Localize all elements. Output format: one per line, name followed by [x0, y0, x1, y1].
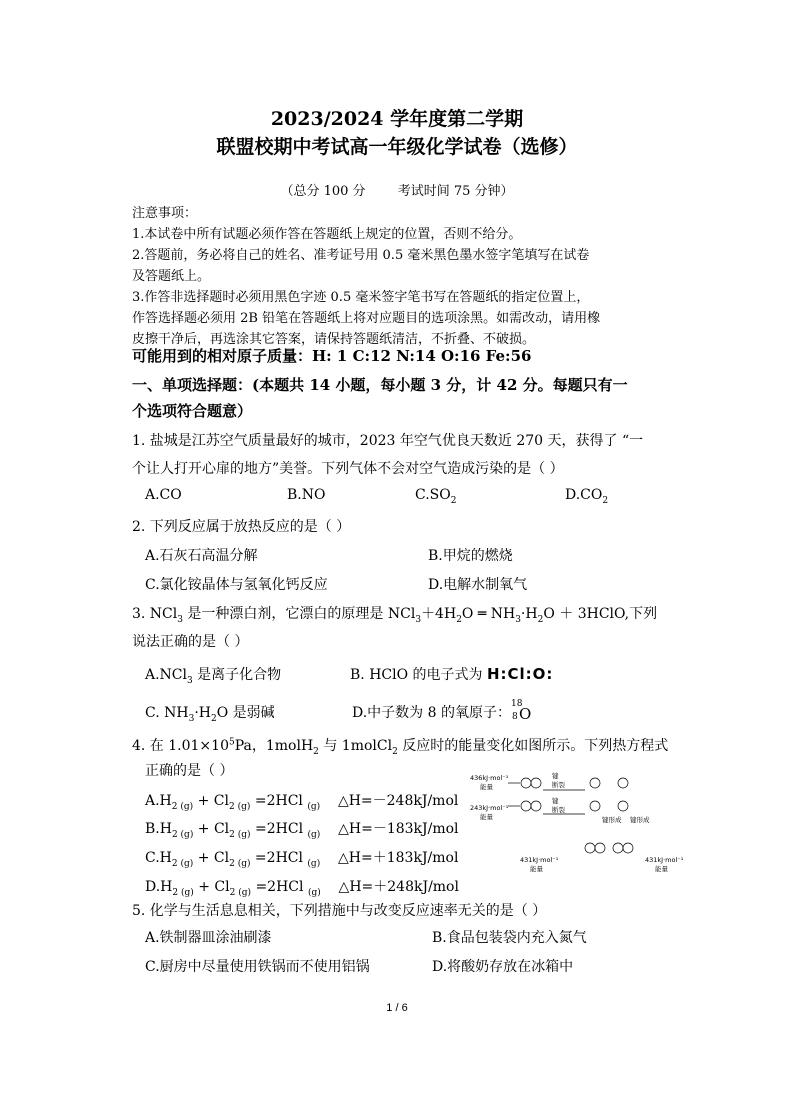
diagram-cl-free-2 [618, 801, 628, 811]
q3-a-t1: A.NCl [145, 667, 187, 683]
q4-stem-1 [132, 735, 668, 757]
diagram-hcl-1b [595, 843, 605, 853]
q4-a-dh: △H=－248kJ/mol [337, 793, 459, 809]
nuclide-symbol: O [518, 705, 532, 723]
q4-c-cl: + Cl [193, 850, 230, 866]
q4-c-hcl: =2HCl [250, 850, 308, 866]
q4-d-dh: △H=＋248kJ/mol [338, 879, 459, 895]
diagram-e4-label: 能量 [655, 865, 668, 873]
q4-s2: 2 [392, 746, 398, 757]
q4-d-hcl: =2HCl [251, 879, 308, 895]
q1-stem-1: 1. 盐城是江苏空气质量最好的城市，2023 年空气优良天数近 270 天，获得了 “一 [132, 433, 644, 449]
diagram-h-free-1 [590, 778, 600, 788]
q4-option-b: $B.H_{2 (g)} + Cl_{2 (g)} =2HCl$ $_{(g)}$ △H=－183kJ/mol [145, 821, 459, 840]
q3-t5: ·H [520, 606, 538, 622]
q4-option-a: $A.H_{2 (g)} + Cl_{2 (g)} =2HCl$ $_{(g)}$ △H=－248kJ/mol [145, 793, 459, 812]
q1-option-d [565, 487, 608, 506]
q4-d-cl: + Cl [193, 879, 230, 895]
q3-option-c [145, 702, 275, 724]
q3-t3: ＋4H [421, 606, 457, 622]
q4-c-dh: △H=＋183kJ/mol [338, 850, 459, 866]
q3-c-s1: 3 [188, 713, 195, 724]
q3-option-a [145, 664, 281, 686]
q1-option-c [415, 487, 456, 506]
energy-change-diagram [470, 770, 700, 880]
q4-c-g2: (g) [237, 858, 251, 869]
q3-c-t3: O 是弱碱 [216, 705, 275, 721]
q4-a-g1: (g) [180, 801, 194, 812]
nuclide-mass: 18 [510, 699, 523, 709]
q1-option-d-text: D.CO [565, 487, 603, 503]
q3-c-t2: ·H [194, 705, 211, 721]
diagram-e3: 431kJ·mol⁻¹ [520, 856, 559, 864]
notice-2a: 2.答题前，务必将自己的姓名、准考证号用 0.5 毫米黑色墨水签字笔填写在试卷 [132, 248, 590, 263]
notice-heading: 注意事项： [132, 206, 198, 221]
diagram-hcl-2b [623, 843, 633, 853]
notice-1: 1.本试卷中所有试题必须作答在答题纸上规定的位置，否则不给分。 [132, 227, 522, 242]
q4-b-h: B.H [145, 821, 172, 837]
q4-stem-2: 正确的是（ ） [145, 763, 234, 779]
q4-d-g3: (g) [307, 887, 321, 898]
q4-a-hcl: =2HCl [250, 793, 308, 809]
q4-t3: 与 1molCl [318, 738, 393, 754]
q4-b-g3: (g) [307, 829, 321, 840]
section1-heading-2: 个选项符合题意） [132, 402, 253, 420]
q4-option-d: $D.H_{2 (g)} + Cl_{2 (g)} =2HCl$ $_{(g)}$ △H=＋248kJ/mol [145, 879, 459, 898]
q3-t6: O ＋ 3HClO,下列 [543, 606, 658, 622]
diagram-hcl-1a [585, 843, 595, 853]
exam-score-time [0, 180, 794, 199]
q2-option-d: D.电解水制氧气 [428, 577, 528, 593]
q3-option-b [350, 664, 553, 684]
diagram-cl-atom-2 [531, 801, 541, 811]
diagram-e1-label: 能量 [480, 783, 493, 791]
page-number: 1 / 6 [386, 1002, 408, 1014]
diagram-cl-free-1 [590, 801, 600, 811]
notice-2b: 及答题纸上。 [132, 269, 211, 284]
diagram-break-2: 断裂 [552, 781, 565, 789]
q4-c-g1: (g) [180, 858, 194, 869]
diagram-e2-label: 能量 [480, 813, 493, 821]
q3-d-text: D.中子数为 8 的氧原子： [352, 705, 511, 721]
notice-block [132, 203, 672, 350]
diagram-form-2: 键形成 [630, 816, 650, 824]
q3-a-t2: 是离子化合物 [192, 667, 282, 683]
q1-option-c-text: C.SO [415, 487, 451, 503]
q4-sup: 5 [228, 737, 235, 748]
q3-s5: 2 [537, 614, 544, 625]
q3-s3: 2 [456, 614, 462, 625]
q2-option-a: A.石灰石高温分解 [145, 548, 258, 564]
q4-t4: 反应时的能量变化如图所示。下列热方程式 [397, 738, 669, 754]
q4-b-dh: △H=－183kJ/mol [338, 821, 459, 837]
diagram-h-atom-1 [521, 778, 531, 788]
diagram-break-4: 断裂 [552, 806, 565, 814]
q3-a-sub: 3 [187, 675, 193, 686]
hclo-lewis-structure: H:Cl:O: [486, 665, 554, 683]
q4-c-h: C.H [145, 850, 172, 866]
q5-stem: 5. 化学与生活息息相关，下列措施中与改变反应速率无关的是（ ） [132, 903, 547, 919]
exam-title-main: 联盟校期中考试高一年级化学试卷（选修） [216, 136, 578, 158]
diagram-e2: 243kJ·mol⁻¹ [470, 804, 509, 812]
q5-option-c: C.厨房中尽量使用铁锅而不使用铝锅 [145, 959, 370, 975]
q4-d-h: D.H [145, 879, 173, 895]
q5-option-d: D.将酸奶存放在冰箱中 [432, 959, 574, 975]
q4-b-g1: (g) [180, 829, 194, 840]
exam-time: 考试时间 75 分钟） [397, 184, 514, 199]
nuclide-z: 8 [511, 712, 518, 722]
q4-b-g2: (g) [237, 829, 251, 840]
q1-option-d-sub: 2 [602, 495, 609, 506]
diagram-form-1: 键形成 [602, 816, 622, 824]
q2-option-b: B.甲烷的燃烧 [428, 548, 513, 564]
q2-stem: 2. 下列反应属于放热反应的是（ ） [132, 519, 351, 535]
q3-stem-2: 说法正确的是（ ） [132, 634, 249, 650]
q4-d-g2: (g) [238, 887, 251, 898]
diagram-e4: 431kJ·mol⁻¹ [645, 856, 684, 864]
q4-t2: Pa，1molH [234, 738, 314, 754]
q3-t2: 是一种漂白剂，它漂白的原理是 NCl [182, 606, 416, 622]
diagram-h-atom-2 [531, 778, 541, 788]
q4-t1: 4. 在 1.01×10 [132, 738, 229, 754]
q4-d-g1: (g) [180, 887, 194, 898]
diagram-h-free-2 [618, 778, 628, 788]
q5-option-a: A.铁制器皿涂油刷漆 [145, 930, 272, 946]
atomic-masses: 可能用到的相对原子质量：H: 1 C:12 N:14 O:16 Fe:56 [132, 347, 532, 365]
q3-option-d [352, 699, 533, 723]
q3-stem-1 [132, 603, 657, 625]
q3-s4: 3 [515, 614, 521, 625]
q3-c-s2: 2 [210, 713, 217, 724]
q4-b-cl: + Cl [193, 821, 230, 837]
q4-s1: 2 [313, 746, 319, 757]
exam-title-term: 2023/2024 学年度第二学期 [270, 108, 524, 130]
notice-3c: 皮擦干净后，再选涂其它答案，请保持答题纸清洁，不折叠、不破损。 [132, 332, 536, 347]
diagram-hcl-2a [613, 843, 623, 853]
q1-option-a: A.CO [145, 487, 182, 503]
notice-3b: 作答选择题必须用 2B 铅笔在答题纸上将对应题目的选项涂黑。如需改动，请用橡 [132, 311, 601, 326]
q3-t1: 3. NCl [132, 606, 178, 622]
q4-option-c: $C.H_{2 (g)} + Cl_{2 (g)} =2HCl$ $_{(g)}$ △H=＋183kJ/mol [145, 850, 459, 869]
diagram-cl-atom-1 [521, 801, 531, 811]
diagram-break-1: 键 [552, 772, 559, 780]
notice-3a: 3.作答非选择题时必须用黑色字迹 0.5 毫米签字笔书写在答题纸的指定位置上， [132, 290, 590, 305]
q4-c-g3: (g) [307, 858, 321, 869]
q4-a-g2: (g) [237, 801, 251, 812]
total-score: （总分 100 分 [280, 184, 366, 199]
q3-s2: 3 [415, 614, 422, 625]
oxygen-18-nuclide [510, 699, 533, 723]
q3-b-text: B. HClO 的电子式为 [350, 667, 487, 683]
diagram-e1: 436kJ·mol⁻¹ [470, 774, 509, 782]
q4-b-hcl: =2HCl [250, 821, 308, 837]
q3-s1: 3 [177, 614, 183, 625]
q3-c-t1: C. NH [145, 705, 189, 721]
q2-option-c: C.氯化铵晶体与氢氧化钙反应 [145, 577, 328, 593]
q1-option-c-sub: 2 [450, 495, 457, 506]
q1-stem-2: 个让人打开心扉的地方”美誉。下列气体不会对空气造成污染的是（ ） [132, 461, 564, 477]
q4-a-h: A.H [145, 793, 172, 809]
q4-a-g3: (g) [307, 801, 321, 812]
q4-a-cl: + Cl [193, 793, 229, 809]
q1-option-b: B.NO [287, 487, 326, 503]
diagram-break-3: 键 [552, 797, 559, 805]
diagram-e3-label: 能量 [530, 865, 543, 873]
q5-option-b: B.食品包装袋内充入氮气 [432, 930, 587, 946]
section1-heading-1: 一、单项选择题：(本题共 14 小题，每小题 3 分，计 42 分。每题只有一 [132, 376, 628, 394]
q3-t4: O ═ NH [461, 606, 516, 622]
